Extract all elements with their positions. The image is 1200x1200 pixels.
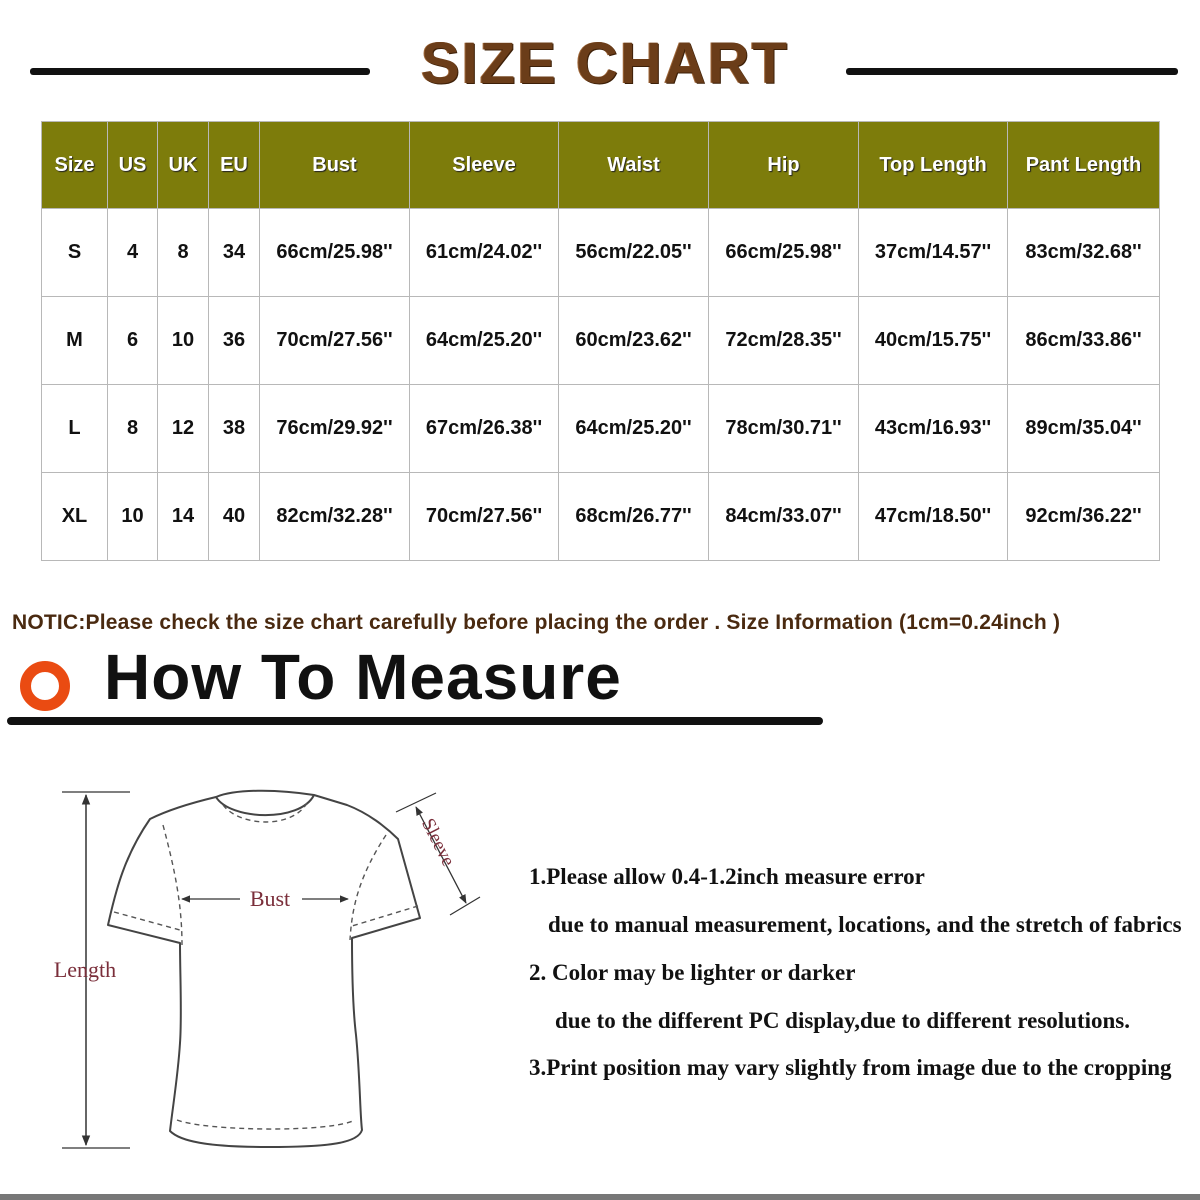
column-header-waist: Waist [559,122,709,209]
table-cell: 56cm/22.05'' [559,209,709,297]
table-cell: 47cm/18.50'' [859,473,1008,561]
column-header-bust: Bust [260,122,410,209]
table-cell: 37cm/14.57'' [859,209,1008,297]
title-divider-left [30,68,370,75]
bust-label: Bust [249,886,291,911]
title-divider-right [846,68,1178,75]
table-cell: 66cm/25.98'' [260,209,410,297]
column-header-hip: Hip [709,122,859,209]
note-line-1: 1.Please allow 0.4-1.2inch measure error [529,864,925,889]
table-cell: 36 [209,297,260,385]
table-cell: 14 [158,473,209,561]
column-header-us: US [108,122,158,209]
table-cell: 40cm/15.75'' [859,297,1008,385]
table-row [42,297,1160,385]
size-chart-header [0,30,1200,110]
note-line-1-detail: due to manual measurement, locations, and the stretch of fabrics [548,912,1182,937]
table-cell: 92cm/36.22'' [1008,473,1160,561]
note-line-2-detail: due to the different PC display,due to different resolutions. [555,1008,1131,1033]
table-cell: 8 [158,209,209,297]
table-cell: 86cm/33.86'' [1008,297,1160,385]
table-cell: 43cm/16.93'' [859,385,1008,473]
table-cell: 40 [209,473,260,561]
table-cell: 78cm/30.71'' [709,385,859,473]
tshirt-diagram [30,775,500,1165]
table-cell: 64cm/25.20'' [559,385,709,473]
column-header-size: Size [42,122,108,209]
note-line-2: 2. Color may be lighter or darker [529,960,856,985]
table-cell: 61cm/24.02'' [410,209,559,297]
table-cell: 10 [108,473,158,561]
tshirt-stitching [114,803,418,1129]
table-cell: 60cm/23.62'' [559,297,709,385]
column-header-top-length: Top Length [859,122,1008,209]
column-header-pant-length: Pant Length [1008,122,1160,209]
table-cell: 76cm/29.92'' [260,385,410,473]
size-table [41,121,1160,561]
page-title: SIZE CHART [421,31,789,96]
measure-divider [7,717,823,725]
tshirt-outline [108,791,420,1147]
column-header-sleeve: Sleeve [410,122,559,209]
table-cell: 89cm/35.04'' [1008,385,1160,473]
table-cell: 12 [158,385,209,473]
circle-bullet-icon [20,661,70,711]
table-row [42,473,1160,561]
table-header-row [42,122,1160,209]
table-cell: 64cm/25.20'' [410,297,559,385]
column-header-eu: EU [209,122,260,209]
table-cell: 34 [209,209,260,297]
table-cell: XL [42,473,108,561]
table-row [42,385,1160,473]
table-cell: 6 [108,297,158,385]
table-cell: 8 [108,385,158,473]
note-line-3: 3.Print position may vary slightly from image due to the cropping [529,1055,1172,1080]
length-label: Length [53,957,117,982]
sleeve-label: Sleeve [417,815,459,870]
table-cell: 72cm/28.35'' [709,297,859,385]
bottom-border [0,1194,1200,1200]
table-cell: M [42,297,108,385]
table-cell: 10 [158,297,209,385]
how-to-measure-title: How To Measure [104,641,622,713]
table-cell: 82cm/32.28'' [260,473,410,561]
table-cell: 70cm/27.56'' [410,473,559,561]
size-notice: NOTIC:Please check the size chart carefully before placing the order . Size Information (1cm=0.24inch ) [12,611,1061,634]
table-cell: 4 [108,209,158,297]
table-row [42,209,1160,297]
table-cell: 66cm/25.98'' [709,209,859,297]
table-cell: 83cm/32.68'' [1008,209,1160,297]
table-cell: 67cm/26.38'' [410,385,559,473]
table-cell: S [42,209,108,297]
table-cell: 70cm/27.56'' [260,297,410,385]
table-cell: 68cm/26.77'' [559,473,709,561]
column-header-uk: UK [158,122,209,209]
table-cell: 84cm/33.07'' [709,473,859,561]
table-cell: L [42,385,108,473]
table-cell: 38 [209,385,260,473]
